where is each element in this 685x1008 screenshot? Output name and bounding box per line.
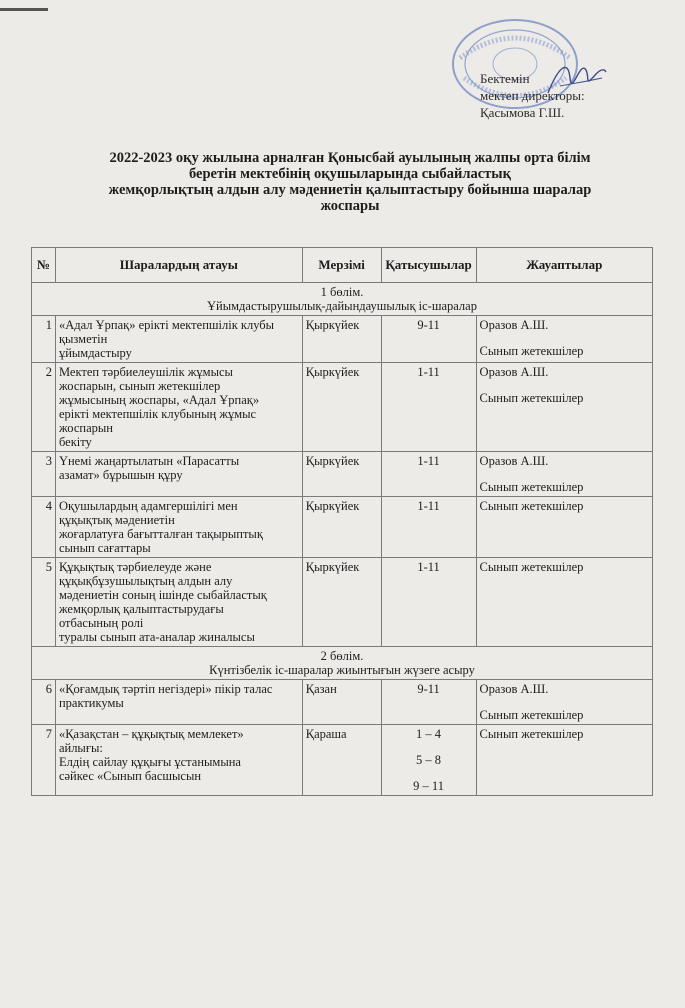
responsible-lines: [480, 682, 649, 722]
measure-name-lines: [59, 365, 299, 449]
table-row: [32, 725, 653, 796]
approval-line-1: Бектемін: [480, 71, 530, 86]
section-title: Күнтізбелік іс-шаралар жиынтығын жүзеге асыру: [209, 663, 475, 677]
table-row: [32, 680, 653, 725]
line-gap: [385, 741, 473, 753]
section-heading-2: [32, 647, 653, 680]
responsible-line: Сынып жетекшілер: [479, 344, 584, 358]
header-responsible: Жауаптылар: [476, 248, 652, 283]
responsible-line: Оразов А.Ш.: [479, 454, 549, 468]
participants-line: 1 – 4: [416, 727, 442, 741]
measure-name-line: құқықбұзушылықтың алдын алу: [58, 574, 233, 588]
measure-responsible: [476, 316, 652, 363]
responsible-line: Сынып жетекшілер: [479, 708, 584, 722]
responsible-line: Сынып жетекшілер: [479, 499, 584, 513]
line-gap: [480, 468, 649, 480]
measure-term: Қыркүйек: [302, 363, 381, 452]
row-number: 7: [32, 725, 56, 796]
section-row: [32, 647, 653, 680]
section-row: [32, 283, 653, 316]
measure-name-line: мәдениетін соның ішінде сыбайластық: [58, 588, 267, 602]
responsible-line: Сынып жетекшілер: [479, 391, 584, 405]
participants-line: 1-11: [417, 454, 440, 468]
measure-participants: [381, 316, 476, 363]
responsible-lines: [480, 560, 649, 574]
measure-name-line: Үнемі жаңартылатын «Парасатты: [58, 454, 240, 468]
responsible-line: Оразов А.Ш.: [479, 365, 549, 379]
measure-name: [55, 452, 302, 497]
participants-line: 1-11: [417, 365, 440, 379]
measure-name-line: жоспарын, сынып жетекшілер: [58, 379, 221, 393]
measure-name: [55, 680, 302, 725]
responsible-lines: [480, 454, 649, 494]
measure-responsible: [476, 452, 652, 497]
measure-name-lines: [59, 454, 299, 482]
participants-line: 5 – 8: [416, 753, 442, 767]
header-participants: Қатысушылар: [381, 248, 476, 283]
responsible-lines: [480, 318, 649, 358]
title-line-1: 2022-2023 оқу жылына арналған Қонысбай ауылының жалпы орта білім: [109, 150, 591, 166]
measure-name-line: «Адал Ұрпақ» ерікті мектепшілік клубы: [58, 318, 275, 332]
measure-name-line: практикумы: [58, 696, 124, 710]
header-num: №: [32, 248, 56, 283]
measure-name-line: бекіту: [58, 435, 92, 449]
approval-line-3: Қасымова Г.Ш.: [480, 105, 565, 120]
measure-name: [55, 725, 302, 796]
measure-name-lines: [59, 560, 299, 644]
table-row: [32, 363, 653, 452]
title-line-4: жоспары: [320, 198, 380, 214]
measure-term: Қыркүйек: [302, 497, 381, 558]
participants-line: 1-11: [417, 499, 440, 513]
table-row: [32, 558, 653, 647]
participants-line: 9-11: [417, 682, 440, 696]
measure-name-line: жоспарын: [58, 421, 113, 435]
measure-responsible: [476, 680, 652, 725]
measure-name-line: Мектеп тәрбиелеушілік жұмысы: [58, 365, 233, 379]
measure-name-lines: [59, 499, 299, 555]
measure-term: Қыркүйек: [302, 316, 381, 363]
table-row: [32, 452, 653, 497]
measure-participants: [381, 680, 476, 725]
measure-name-line: «Қоғамдық тәртіп негіздері» пікір талас: [58, 682, 273, 696]
measure-participants: [381, 725, 476, 796]
measure-name-line: «Қазақстан – құқықтық мемлекет»: [58, 727, 244, 741]
responsible-lines: [480, 727, 649, 741]
participants-line: 9-11: [417, 318, 440, 332]
measure-name-line: Оқушылардың адамгершілігі мен: [58, 499, 238, 513]
measure-name: [55, 497, 302, 558]
measure-name-line: құқықтық мәдениетін: [58, 513, 175, 527]
section-number: 2 бөлім.: [320, 649, 364, 663]
line-gap: [480, 379, 649, 391]
participants-line: 9 – 11: [413, 779, 444, 793]
measure-participants: [381, 497, 476, 558]
participants-lines: [385, 560, 473, 574]
table-row: [32, 316, 653, 363]
measure-name-line: ерікті мектепшілік клубының жұмыс: [58, 407, 257, 421]
measure-participants: [381, 452, 476, 497]
measure-name-line: жоғарлатуға бағытталған тақырыптық: [58, 527, 263, 541]
section-heading-1: [32, 283, 653, 316]
measure-name-line: Құқықтық тәрбиелеуде және: [58, 560, 212, 574]
measure-name-line: туралы сынып ата-аналар жиналысы: [58, 630, 255, 644]
measure-name-line: Елдің сайлау құқығы ұстанымына: [58, 755, 241, 769]
row-number: 1: [32, 316, 56, 363]
measure-name-lines: [59, 318, 299, 360]
measure-responsible: [476, 558, 652, 647]
header-name: Шаралардың атауы: [55, 248, 302, 283]
participants-lines: [385, 365, 473, 379]
line-gap: [480, 696, 649, 708]
measure-name-line: жұмысының жоспары, «Адал Ұрпақ»: [58, 393, 260, 407]
responsible-lines: [480, 365, 649, 405]
measure-name-lines: [59, 727, 299, 783]
participants-lines: [385, 727, 473, 793]
section-title: Ұйымдастырушылық-дайындаушылық іс-шаралар: [207, 299, 477, 313]
document-title: [60, 150, 640, 214]
measure-term: Қыркүйек: [302, 452, 381, 497]
row-number: 3: [32, 452, 56, 497]
measure-name: [55, 316, 302, 363]
measure-name: [55, 363, 302, 452]
line-gap: [385, 767, 473, 779]
approval-block: [480, 70, 585, 121]
measure-name-line: ұйымдастыру: [58, 346, 132, 360]
participants-lines: [385, 318, 473, 332]
approval-line-2: мектеп директоры:: [480, 88, 585, 103]
measure-name-line: азамат» бұрышын құру: [58, 468, 183, 482]
row-number: 4: [32, 497, 56, 558]
table-row: [32, 497, 653, 558]
measure-term: Қыркүйек: [302, 558, 381, 647]
measure-responsible: [476, 497, 652, 558]
title-line-2: беретін мектебінің оқушыларында сыбайластық: [189, 166, 511, 182]
line-gap: [480, 332, 649, 344]
measure-term: Қазан: [302, 680, 381, 725]
section-number: 1 бөлім.: [320, 285, 364, 299]
measure-name-lines: [59, 682, 299, 710]
participants-line: 1-11: [417, 560, 440, 574]
row-number: 2: [32, 363, 56, 452]
measure-name-line: отбасының ролі: [58, 616, 144, 630]
top-edge-mark: [0, 8, 48, 11]
measure-responsible: [476, 363, 652, 452]
participants-lines: [385, 454, 473, 468]
measure-name: [55, 558, 302, 647]
measure-name-line: жемқорлық қалыптастырудағы: [58, 602, 224, 616]
responsible-line: Сынып жетекшілер: [479, 727, 584, 741]
measures-table: [31, 247, 653, 796]
measure-responsible: [476, 725, 652, 796]
measure-name-line: сәйкес «Сынып басшысын: [58, 769, 202, 783]
title-line-3: жемқорлықтың алдын алу мәдениетін қалыптастыру бойынша шаралар: [108, 182, 592, 198]
measure-name-line: айлығы:: [58, 741, 103, 755]
row-number: 5: [32, 558, 56, 647]
responsible-line: Оразов А.Ш.: [479, 318, 549, 332]
responsible-line: Сынып жетекшілер: [479, 560, 584, 574]
responsible-line: Сынып жетекшілер: [479, 480, 584, 494]
header-term: Мерзімі: [302, 248, 381, 283]
measure-participants: [381, 363, 476, 452]
measure-term: Қараша: [302, 725, 381, 796]
measure-name-line: сынып сағаттары: [58, 541, 151, 555]
participants-lines: [385, 499, 473, 513]
row-number: 6: [32, 680, 56, 725]
responsible-lines: [480, 499, 649, 513]
table-body: [32, 283, 653, 796]
participants-lines: [385, 682, 473, 696]
measure-participants: [381, 558, 476, 647]
measure-name-line: қызметін: [58, 332, 108, 346]
responsible-line: Оразов А.Ш.: [479, 682, 549, 696]
table-header-row: [32, 248, 653, 283]
